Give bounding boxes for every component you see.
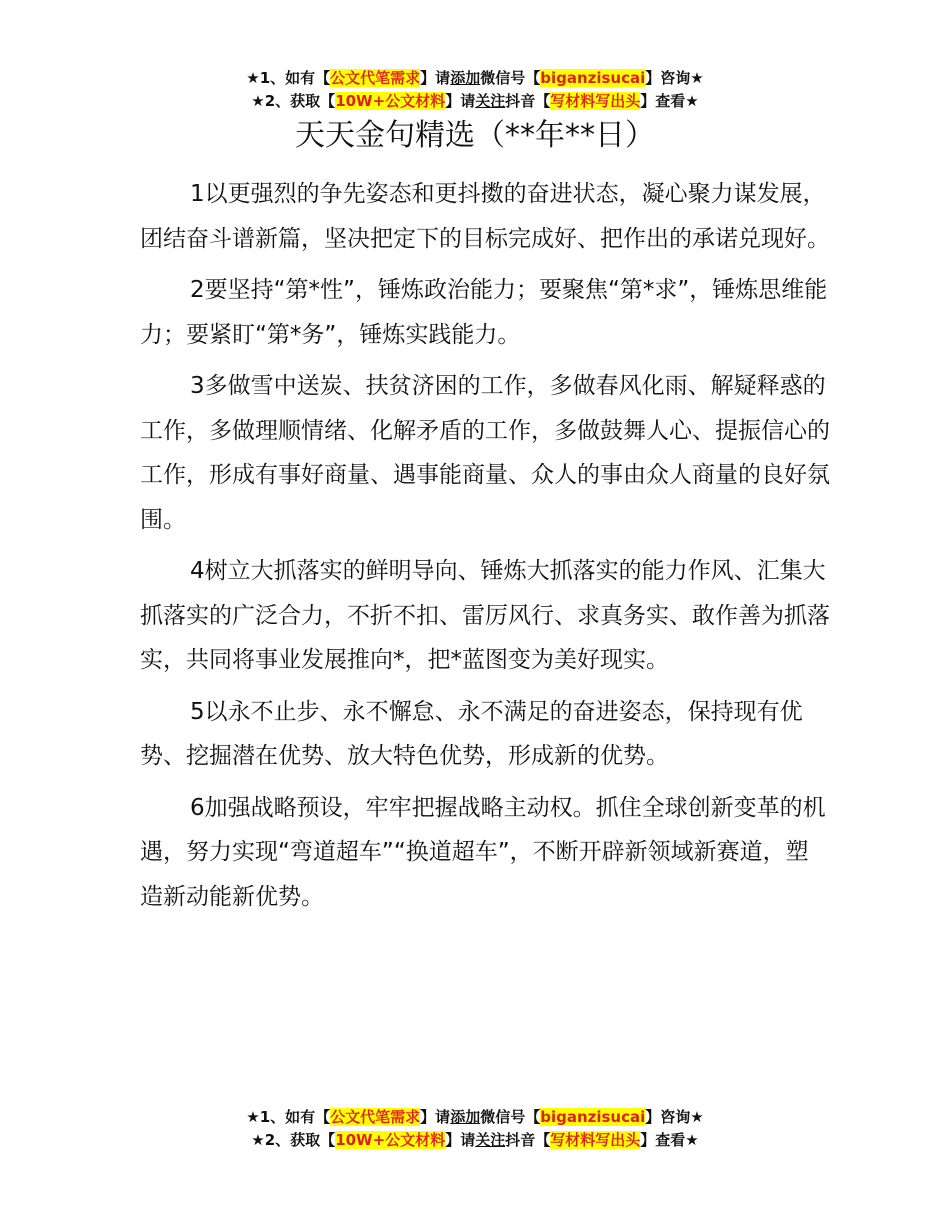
underlined-action: 关注 bbox=[475, 1131, 506, 1149]
highlight-service: 公文代笔需求 bbox=[330, 69, 421, 87]
highlight-materials: 10W+公文材料 bbox=[335, 92, 446, 110]
banner-text: 抖音【 bbox=[505, 1131, 551, 1149]
banner-line-1 bbox=[0, 67, 950, 90]
page-title: 天天金句精选（**年**日） bbox=[295, 118, 655, 153]
banner-text: 微信号【 bbox=[480, 69, 541, 87]
banner-text: 】查看★ bbox=[640, 92, 699, 110]
paragraph-2: 2要坚持“第*性”，锤炼政治能力；要聚焦“第*求”，锤炼思维能力；要紧盯“第*务”，锤炼实践能力。 bbox=[140, 277, 828, 348]
document-body bbox=[140, 172, 830, 926]
banner-text: 】请 bbox=[445, 1131, 476, 1149]
banner-line-2 bbox=[0, 90, 950, 113]
underlined-action: 添加 bbox=[450, 69, 481, 87]
highlight-materials: 10W+公文材料 bbox=[335, 1131, 446, 1149]
highlight-douyin-account: 写材料写出头 bbox=[550, 1131, 641, 1149]
underlined-action: 添加 bbox=[450, 1108, 481, 1126]
paragraph-5: 5以永不止步、永不懈怠、永不满足的奋进姿态，保持现有优势、挖掘潜在优势、放大特色优势，形成新的优势。 bbox=[140, 698, 803, 769]
banner-text: 】咨询★ bbox=[645, 69, 704, 87]
banner-line-1 bbox=[0, 1106, 950, 1129]
highlight-service: 公文代笔需求 bbox=[330, 1108, 421, 1126]
banner-text: 】请 bbox=[420, 69, 451, 87]
paragraph-6: 6加强战略预设，牢牢把握战略主动权。抓住全球创新变革的机遇，努力实现“弯道超车”“换道超车”，不断开辟新领域新赛道，塑造新动能新优势。 bbox=[140, 794, 826, 910]
banner-text: 】请 bbox=[420, 1108, 451, 1126]
highlight-douyin-account: 写材料写出头 bbox=[550, 92, 641, 110]
banner-text: ★2、获取【 bbox=[251, 1131, 336, 1149]
banner-text: 】请 bbox=[445, 92, 476, 110]
highlight-wechat-id: biganzisucai bbox=[540, 69, 646, 87]
header-banner bbox=[0, 67, 950, 113]
banner-text: 抖音【 bbox=[505, 92, 551, 110]
banner-text: 微信号【 bbox=[480, 1108, 541, 1126]
footer-banner bbox=[0, 1106, 950, 1152]
paragraph-4: 4树立大抓落实的鲜明导向、锤炼大抓落实的能力作风、汇集大抓落实的广泛合力，不折不扣、雷厉风行、求真务实、敢作善为抓落实，共同将事业发展推向*，把*蓝图变为美好现实。 bbox=[140, 558, 830, 673]
paragraph-1: 1以更强烈的争先姿态和更抖擞的奋进状态，凝心聚力谋发展，团结奋斗谱新篇，坚决把定下的目标完成好、把作出的承诺兑现好。 bbox=[140, 181, 830, 252]
banner-text: ★1、如有【 bbox=[246, 69, 331, 87]
underlined-action: 关注 bbox=[475, 92, 506, 110]
banner-text: ★1、如有【 bbox=[246, 1108, 331, 1126]
banner-line-2 bbox=[0, 1129, 950, 1152]
banner-text: 】咨询★ bbox=[645, 1108, 704, 1126]
highlight-wechat-id: biganzisucai bbox=[540, 1108, 646, 1126]
paragraph-3: 3多做雪中送炭、扶贫济困的工作，多做春风化雨、解疑释惑的工作，多做理顺情绪、化解矛盾的工作，多做鼓舞人心、提振信心的工作，形成有事好商量、遇事能商量、众人的事由众人商量的良好氛围。 bbox=[140, 373, 830, 533]
banner-text: ★2、获取【 bbox=[251, 92, 336, 110]
banner-text: 】查看★ bbox=[640, 1131, 699, 1149]
